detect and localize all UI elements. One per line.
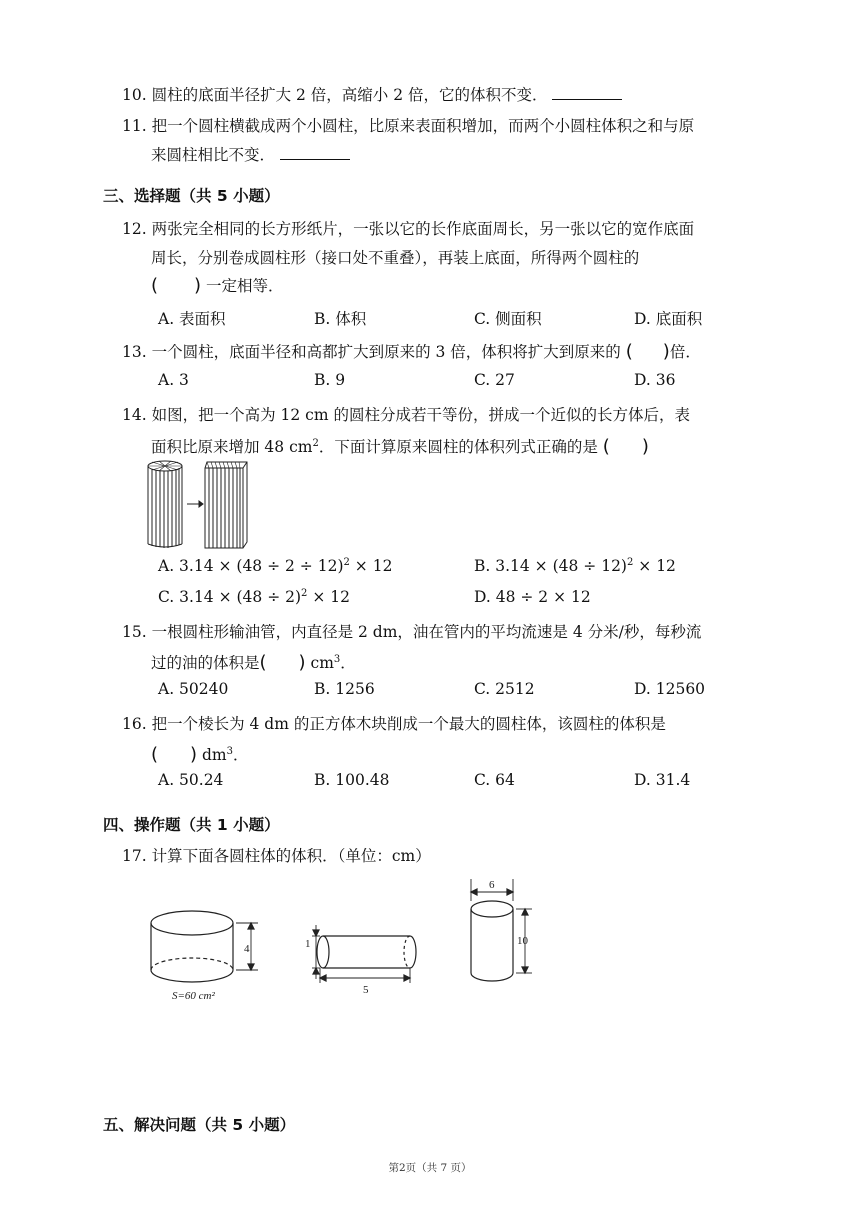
q10-number: 10. [122,86,147,104]
q15 [122,622,701,642]
q14-line2-a: 面积比原来增加 48 cm [151,438,313,457]
q15-open-paren: ( [259,652,267,674]
q16-option-b[interactable]: B. 100.48 [314,771,390,789]
section-4-title: 四、操作题（共 1 小题） [103,816,280,834]
q14-option-c-sup: 2 [301,588,308,599]
q14-close-paren: ) [641,436,649,458]
q15-option-c[interactable]: C. 2512 [474,680,535,698]
q17-fig1-height-label: 4 [244,943,250,955]
q14-option-a-post: × 12 [349,557,393,576]
q16-line1: 把一个棱长为 4 dm 的正方体木块削成一个最大的圆柱体，该圆柱的体积是 [151,715,666,733]
q17-fig2-cylinder [312,925,416,983]
q13-text: 一个圆柱，底面半径和高都扩大到原来的 3 倍，体积将扩大到原来的 [151,343,621,361]
q14-option-c[interactable] [158,588,350,606]
page-footer: 第2页（共 7 页） [388,1162,472,1174]
q11 [122,116,694,136]
q11-line1: 把一个圆柱横截成两个小圆柱，比原来表面积增加，而两个小圆柱体积之和与原 [151,117,695,135]
q13-option-c[interactable]: C. 27 [474,371,515,389]
q12 [122,219,694,239]
q14-line2-b: ．下面计算原来圆柱的体积列式正确的是 [318,438,598,457]
q12-line1: 两张完全相同的长方形纸片，一张以它的长作底面周长，另一张以它的宽作底面 [151,220,695,238]
q14-line1: 如图，把一个高为 12 cm 的圆柱分成若干等份，拼成一个近似的长方体后，表 [151,406,690,424]
q14-cylinder-to-cuboid-figure [143,458,253,550]
q13-tail: 倍． [669,343,701,361]
q14-cuboid-shape [205,462,247,548]
q14-option-c-post: × 12 [307,588,350,607]
q10-answer-blank[interactable] [552,85,622,100]
q10 [122,85,622,105]
q14-option-a[interactable] [158,557,392,575]
q16-option-c[interactable]: C. 64 [474,771,515,789]
q14-option-b[interactable] [474,557,676,575]
q13 [122,342,701,362]
q15-option-d[interactable]: D. 12560 [634,680,706,698]
q13-number: 13. [122,343,147,361]
q13-option-b[interactable]: B. 9 [314,371,346,389]
q12-option-b[interactable]: B. 体积 [314,310,367,328]
q17-fig1-base-label: S=60 cm² [172,990,215,1002]
section-3-title: 三、选择题（共 5 小题） [103,187,280,205]
q17-fig2-length-label: 5 [363,984,369,996]
q16-option-a[interactable]: A. 50.24 [158,771,224,789]
q14-open-paren: ( [602,436,610,458]
q14-line2-sup: 2 [312,438,319,449]
q14-option-a-sup: 2 [343,557,350,568]
q15-close-paren: ) [298,652,306,674]
q12-option-a[interactable]: A. 表面积 [158,310,226,328]
q10-text: 圆柱的底面半径扩大 2 倍，高缩小 2 倍，它的体积不变． [151,86,548,104]
q14 [122,405,690,425]
q14-option-b-post: × 12 [633,557,676,576]
q14-option-a-pre: A. 3.14 × (48 ÷ 2 ÷ 12) [158,557,344,576]
q15-tail: ． [340,654,356,673]
q12-line3 [151,276,284,296]
q17-fig1-cylinder [151,911,258,982]
q14-arrow-icon [187,501,203,507]
q11-cont [151,145,350,165]
q15-option-b[interactable]: B. 1256 [314,680,375,698]
q14-option-b-sup: 2 [626,557,634,568]
q12-number: 12. [122,220,147,238]
q14-option-b-pre: B. 3.14 × (48 ÷ 12) [474,557,627,576]
q17-fig3-height-label: 10 [517,935,528,947]
q17-number: 17. [122,847,147,865]
section-5-title: 五、解决问题（共 5 小题） [103,1116,296,1134]
q16-unit: dm [202,746,227,765]
q17-fig2-diameter-label: 1 [305,938,311,950]
q17-figures [140,875,560,1010]
q15-line2-a: 过的油的体积是 [151,654,260,673]
q12-option-c[interactable]: C. 侧面积 [474,310,542,328]
q11-number: 11. [122,117,147,135]
q12-line3-tail: 一定相等． [206,277,284,295]
q12-close-paren: ) [194,275,202,296]
q15-line2 [151,650,356,673]
q14-number: 14. [122,406,147,424]
q15-option-a[interactable]: A. 50240 [158,680,229,698]
q13-option-d[interactable]: D. 36 [634,371,676,389]
q15-line1: 一根圆柱形输油管，内直径是 2 dm，油在管内的平均流速是 4 分米/秒，每秒流 [151,623,702,641]
q14-cylinder-shape [148,461,182,548]
q13-open-paren: ( [625,341,633,362]
q17 [122,846,431,866]
q15-number: 15. [122,623,147,641]
q16-close-paren: ) [190,744,198,766]
q16-line2 [151,742,249,765]
q17-fig3-diameter-label: 6 [489,879,495,891]
q13-option-a[interactable]: A. 3 [158,371,189,389]
q14-option-d[interactable] [474,588,591,606]
q12-option-d[interactable]: D. 底面积 [634,310,703,328]
q17-fig3-cylinder [471,879,532,981]
q13-close-paren: ) [662,341,670,362]
q12-line2: 周长，分别卷成圆柱形（接口处不重叠），再装上底面，所得两个圆柱的 [151,249,640,267]
q16 [122,714,666,734]
q15-unit: cm [310,654,334,673]
q16-number: 16. [122,715,147,733]
q12-open-paren: ( [151,275,159,296]
q17-text: 计算下面各圆柱体的体积．（单位：cm） [151,847,431,865]
q14-line2 [151,434,649,457]
q16-open-paren: ( [151,744,159,766]
q15-unit-sup: 3 [333,654,341,665]
q14-option-c-pre: C. 3.14 × (48 ÷ 2) [158,588,302,607]
q14-option-d-pre: D. 48 ÷ 2 × 12 [474,588,591,606]
q11-line2: 来圆柱相比不变． [151,146,276,164]
q11-answer-blank[interactable] [280,145,350,160]
q16-unit-sup: 3 [226,746,233,757]
q16-tail: ． [233,746,249,765]
q16-option-d[interactable]: D. 31.4 [634,771,691,789]
